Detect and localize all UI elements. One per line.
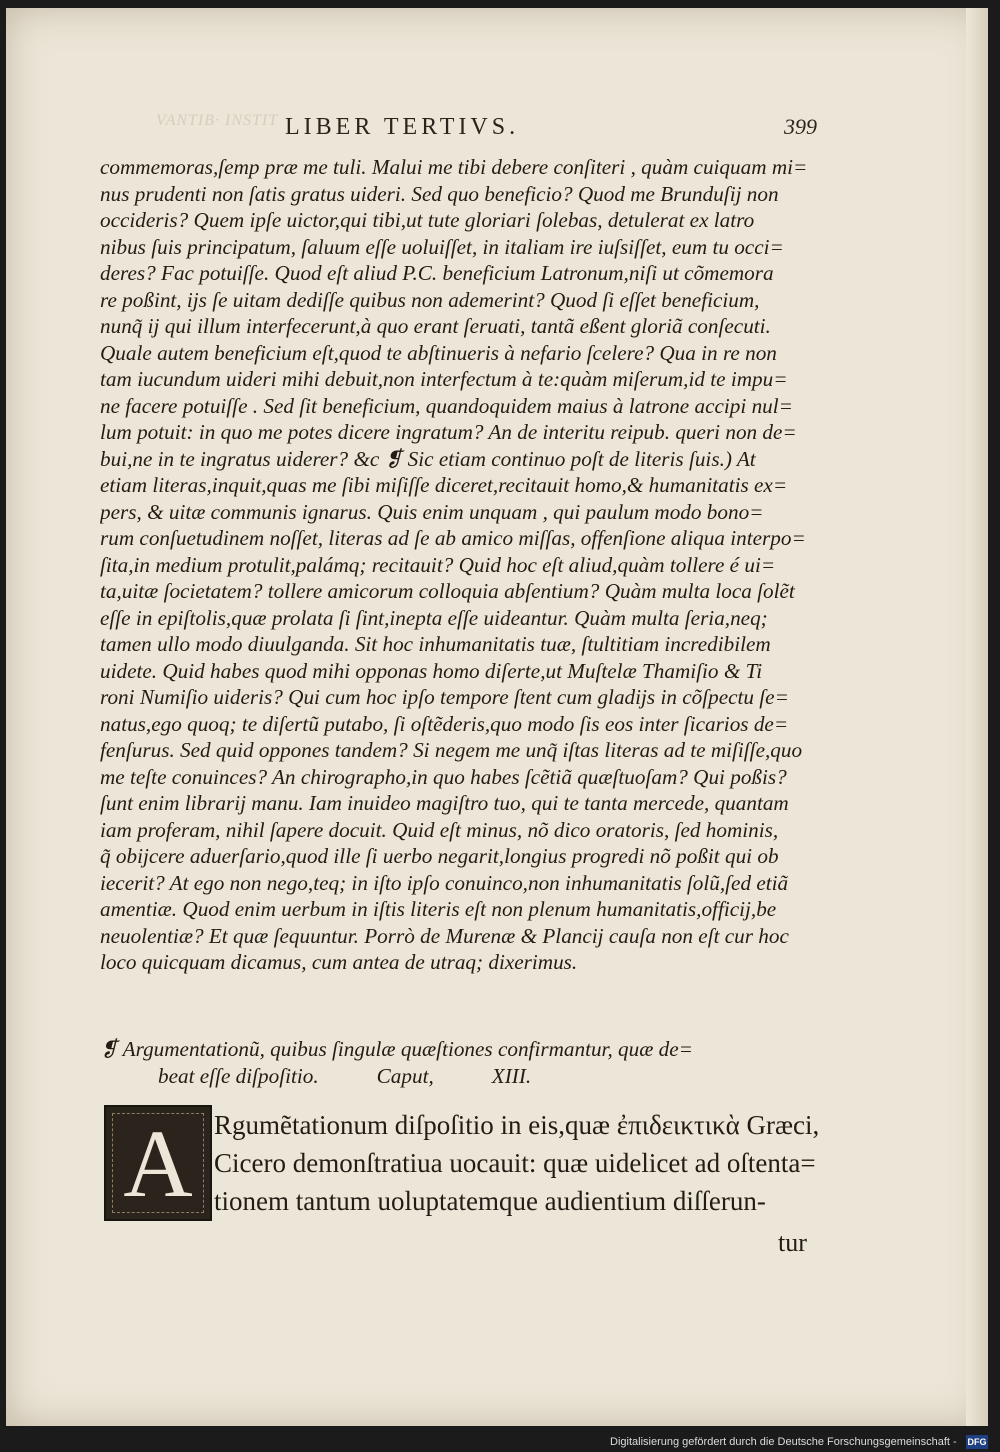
- text-line: re poßint, ijs ſe uitam dediſſe quibus non ademerint? Quod ſi eſſet beneficium,: [100, 287, 760, 312]
- text-line: nibus ſuis principatum, ſaluum eſſe uoluiſſet, in italiam ire iuſsiſſet, eum tu occi=: [100, 234, 784, 259]
- text-line: tam iucundum uideri mihi debuit,non interfectum à te:quàm miſerum,id te impu=: [100, 367, 788, 391]
- text-line: rum conſuetudinem noſſet, literas ad ſe ab amico miſſas, offenſione aliqua interpo=: [100, 526, 806, 550]
- text-line: loco quicquam dicamus, cum antea de utraq; dixerimus.: [100, 950, 578, 974]
- text-line: deres? Fac potuiſſe. Quod eſt aliud P.C. beneficium Latronum,niſi ut cõmemora: [100, 261, 774, 285]
- digitization-credit: Digitalisierung gefördert durch die Deutsche Forschungsgemeinschaft -: [610, 1436, 957, 1448]
- text-line: etiam literas,inquit,quas me ſibi miſiſſe diceret,recitauit homo,& humanitatis ex=: [100, 473, 788, 497]
- text-line: ſunt enim librarij manu. Iam inuideo magiſtro tuo, qui te tanta mercede, quantam: [100, 791, 789, 815]
- chapter-heading-topic: beat eſſe diſpoſitio.: [158, 1064, 319, 1088]
- text-line: neuolentiæ? Et quæ ſequuntur. Porrò de Murenæ & Plancij cauſa non eſt cur hoc: [100, 923, 789, 948]
- catchword: tur: [778, 1228, 807, 1257]
- chapter-caput: Caput,: [376, 1064, 434, 1088]
- page-number: 399: [784, 114, 817, 139]
- text-line: roni Numiſio uideris? Qui cum hoc ipſo tempore ſtent cum gladijs in cõſpectu ſe=: [100, 685, 789, 709]
- text-line: pers, & uitæ communis ignarus. Quis enim unquam , qui paulum modo bono=: [100, 499, 764, 524]
- text-line: tionem tantum uoluptatemque audientium diſſerun-: [214, 1186, 766, 1216]
- text-line: iecerit? At ego non nego,teq; in iſto ipſo conuinco,non inhumanitatis ſolũ,ſed etiã: [100, 870, 789, 895]
- text-line: lum potuit: in quo me potes dicere ingratum? An de interitu reipub. queri non de=: [100, 420, 797, 444]
- chapter-number: XIII.: [491, 1064, 532, 1088]
- chapter-heading-line1: ❡ Argumentationũ, quibus ſingulæ quæſtiones confirmantur, quæ de=: [100, 1037, 693, 1061]
- text-line: occideris? Quem ipſe uictor,qui tibi,ut tute gloriari ſolebas, detulerat ex latro: [100, 208, 755, 232]
- text-line: me teſte conuinces? An chirographo,in quo habes ſcẽtiã quæſtuoſam? Qui poßis?: [100, 764, 787, 789]
- text-line: fenſurus. Sed quid oppones tandem? Si negem me unq̃ iſtas literas ad te miſiſſe,quo: [100, 738, 803, 762]
- text-line: ta,uitæ ſocietatem? tollere amicorum colloquia abſentium? Quàm multa loca ſolẽt: [100, 579, 795, 603]
- text-line: eſſe in epiſtolis,quæ prolata ſi ſint,inepta eſſe uideantur. Quàm multa ſeria,neq;: [100, 605, 768, 630]
- text-line: amentiæ. Quod enim uerbum in iſtis literis eſt non plenum humanitatis,officij,be: [100, 897, 777, 921]
- text-line: uidete. Quid habes quod mihi opponas homo diſerte,ut Muſtelæ Thamiſio & Ti: [100, 658, 763, 683]
- body-text: [100, 154, 828, 976]
- text-line: q̃ obijcere aduerſario,quod ille ſi uerbo negarit,longius progredi nõ poßit qui ob: [100, 844, 779, 868]
- chapter-heading: [100, 1036, 828, 1090]
- text-line: bui,ne in te ingratus uiderer? &c ❡ Sic etiam continuo poſt de literis ſuis.) At: [100, 446, 756, 471]
- text-line: natus,ego quoq; te diſertũ putabo, ſi oſtẽderis,quo modo ſis eos inter ſicarios de=: [100, 711, 789, 736]
- dfg-logo: DFG: [967, 1437, 987, 1447]
- chapter-heading-line2: [100, 1063, 828, 1090]
- ornamental-initial: A: [104, 1105, 212, 1221]
- text-line: nus prudenti non ſatis gratus uideri. Sed quo beneficio? Quod me Brunduſij non: [100, 181, 779, 206]
- text-line: nunq̃ ij qui illum interfecerunt,à quo erant ſeruati, tantã eßent gloriã conſecuti.: [100, 314, 771, 338]
- text-line: tamen ullo modo diuulganda. Sit hoc inhumanitatis tuæ, ſtultitiam incredibilem: [100, 632, 771, 656]
- text-line: Quale autem beneficium eſt,quod te abſtinueris à nefario ſcelere? Qua in re non: [100, 340, 777, 365]
- page-edge-shadow: [966, 8, 988, 1426]
- chapter-opening-text: [214, 1106, 824, 1220]
- text-line: Cicero demonſtratiua uocauit: quæ uidelicet ad oſtenta=: [214, 1148, 816, 1178]
- text-line: Rgumẽtationum diſpoſitio in eis,quæ ἐπιδεικτικὰ Græci,: [214, 1110, 820, 1140]
- text-line: ne facere potuiſſe . Sed ſit beneficium, quandoquidem maius à latrone accipi nul=: [100, 393, 793, 418]
- text-line: commemoras,ſemp præ me tuli. Malui me tibi debere conſiteri , quàm cuiquam mi=: [100, 155, 808, 179]
- bleed-through-text: VANTIB∙ INSTIT: [156, 112, 279, 129]
- text-line: ſita,in medium protulit,palámq; recitauit? Quid hoc eſt aliud,quàm tollere é ui=: [100, 552, 776, 577]
- text-line: iam proferam, nihil ſapere docuit. Quid eſt minus, nõ dico oratoris, ſed hominis,: [100, 817, 779, 842]
- running-head: LIBER TERTIVS.: [285, 114, 520, 140]
